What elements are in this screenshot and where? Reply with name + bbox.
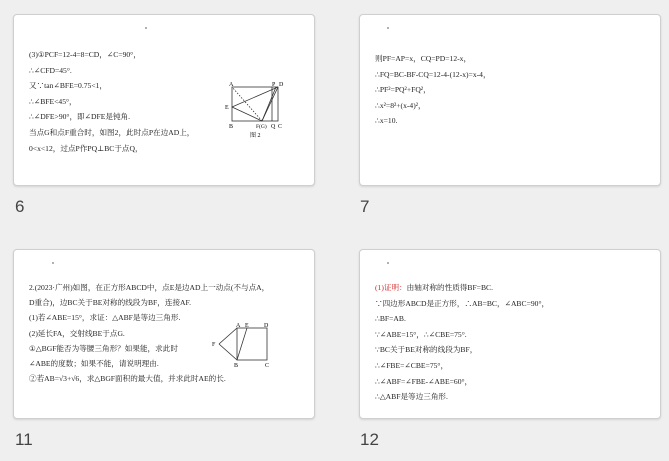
- point-label-b: B: [234, 363, 239, 368]
- point-label-d: D: [279, 82, 284, 88]
- slide-thumbnail-6[interactable]: [13, 14, 315, 186]
- slide-number-7: 7: [360, 197, 370, 216]
- text-line: ∴BF=AB.: [375, 314, 406, 324]
- text-line: [375, 280, 549, 296]
- point-label-c: C: [265, 363, 270, 368]
- text-line: ∴∠DFE>90°，即∠DFE是钝角.: [29, 112, 131, 122]
- text-line: 当点G和点F重合时，如图2，此时点P在边AD上，: [29, 127, 195, 137]
- text-line: ∴∠CFD=45°.: [29, 65, 72, 75]
- text-line: (2)延长FA，交射线BE于点G.: [29, 328, 125, 338]
- slide-dot: [387, 262, 389, 264]
- text-line: D重合)，边BC关于BE对称的线段为BF，连接AF.: [29, 298, 192, 308]
- text-line: ∴x=10.: [375, 116, 398, 126]
- slide-dot: [387, 27, 389, 29]
- text-line: ∵∠ABE=15°，∴∠CBE=75°.: [375, 329, 467, 339]
- text-line: ∵四边形ABCD是正方形，∴AB=BC，∠ABC=90°，: [375, 298, 550, 308]
- square-geometry-figure: [207, 320, 273, 368]
- text-line: ∴∠ABF=∠FBE-∠ABE=60°，: [375, 376, 473, 386]
- point-label-e: E: [225, 105, 229, 111]
- slide-number-12: 12: [360, 430, 379, 449]
- slide-thumbnail-12[interactable]: [359, 249, 661, 419]
- point-label-b: B: [229, 124, 234, 130]
- slide-6-text: [29, 47, 194, 156]
- slide-thumbnail-7[interactable]: [359, 14, 661, 186]
- text-line: 又∵tan∠BFE=0.75<1，: [29, 81, 107, 91]
- text-line: 2.(2023·广州)如图，在正方形ABCD中，点E是边AD上一动点(不与点A，: [29, 283, 270, 292]
- text-line: ∴∠BFE<45°，: [29, 96, 77, 106]
- text-line: ∴△ABF是等边三角形.: [375, 392, 448, 402]
- text-line: (3)①PCF=12-4=8=CD，∠C=90°，: [29, 50, 141, 59]
- point-label-d: D: [264, 323, 269, 329]
- point-label-a: A: [229, 82, 234, 88]
- figure-caption: 图 2: [250, 133, 261, 139]
- proof-lead-text: 由轴对称的性质得BF=BC.: [406, 283, 493, 292]
- proof-label: (1)证明：: [375, 283, 407, 292]
- text-line: ∠ABE的度数；如果不能，请说明理由.: [29, 359, 159, 369]
- text-line: ∴PF²=PQ²+FQ²，: [375, 85, 431, 95]
- point-label-a: A: [236, 323, 241, 329]
- point-label-c: C: [278, 124, 283, 130]
- slide-dot: [52, 262, 54, 264]
- point-label-q: Q: [271, 124, 276, 130]
- point-label-e: E: [245, 323, 249, 329]
- text-line: ①△BGF能否为等腰三角形？如果能，求此时: [29, 343, 178, 353]
- point-label-p: P: [272, 82, 276, 88]
- slide-number-11: 11: [15, 430, 33, 449]
- slide-number-6: 6: [15, 197, 25, 216]
- text-line: ∵BC关于BE对称的线段为BF，: [375, 345, 478, 355]
- text-line: ∴FQ=BC-BF-CQ=12-4-(12-x)=x-4，: [375, 69, 491, 79]
- point-label-fg: F(G): [256, 124, 267, 130]
- slide-12-text: [375, 280, 549, 405]
- slide-dot: [145, 27, 147, 29]
- text-line: ②若AB=√3+√6，求△BGF面积的最大值，并求此时AE的长.: [29, 374, 226, 384]
- slide-7-text: [375, 51, 491, 129]
- slide-thumbnail-11[interactable]: [13, 249, 315, 419]
- geometry-figure-2: [220, 79, 296, 143]
- text-line: (1)若∠ABE=15°，求证：△ABF是等边三角形.: [29, 313, 181, 323]
- point-label-f: F: [212, 342, 216, 348]
- text-line: ∴x²=8²+(x-4)²，: [375, 100, 426, 110]
- text-line: ∴∠FBE=∠CBE=75°，: [375, 360, 449, 370]
- text-line: 则PF=AP=x，CQ=PD=12-x，: [375, 54, 472, 63]
- text-line: 0<x<12，过点P作PQ⊥BC于点Q，: [29, 143, 143, 153]
